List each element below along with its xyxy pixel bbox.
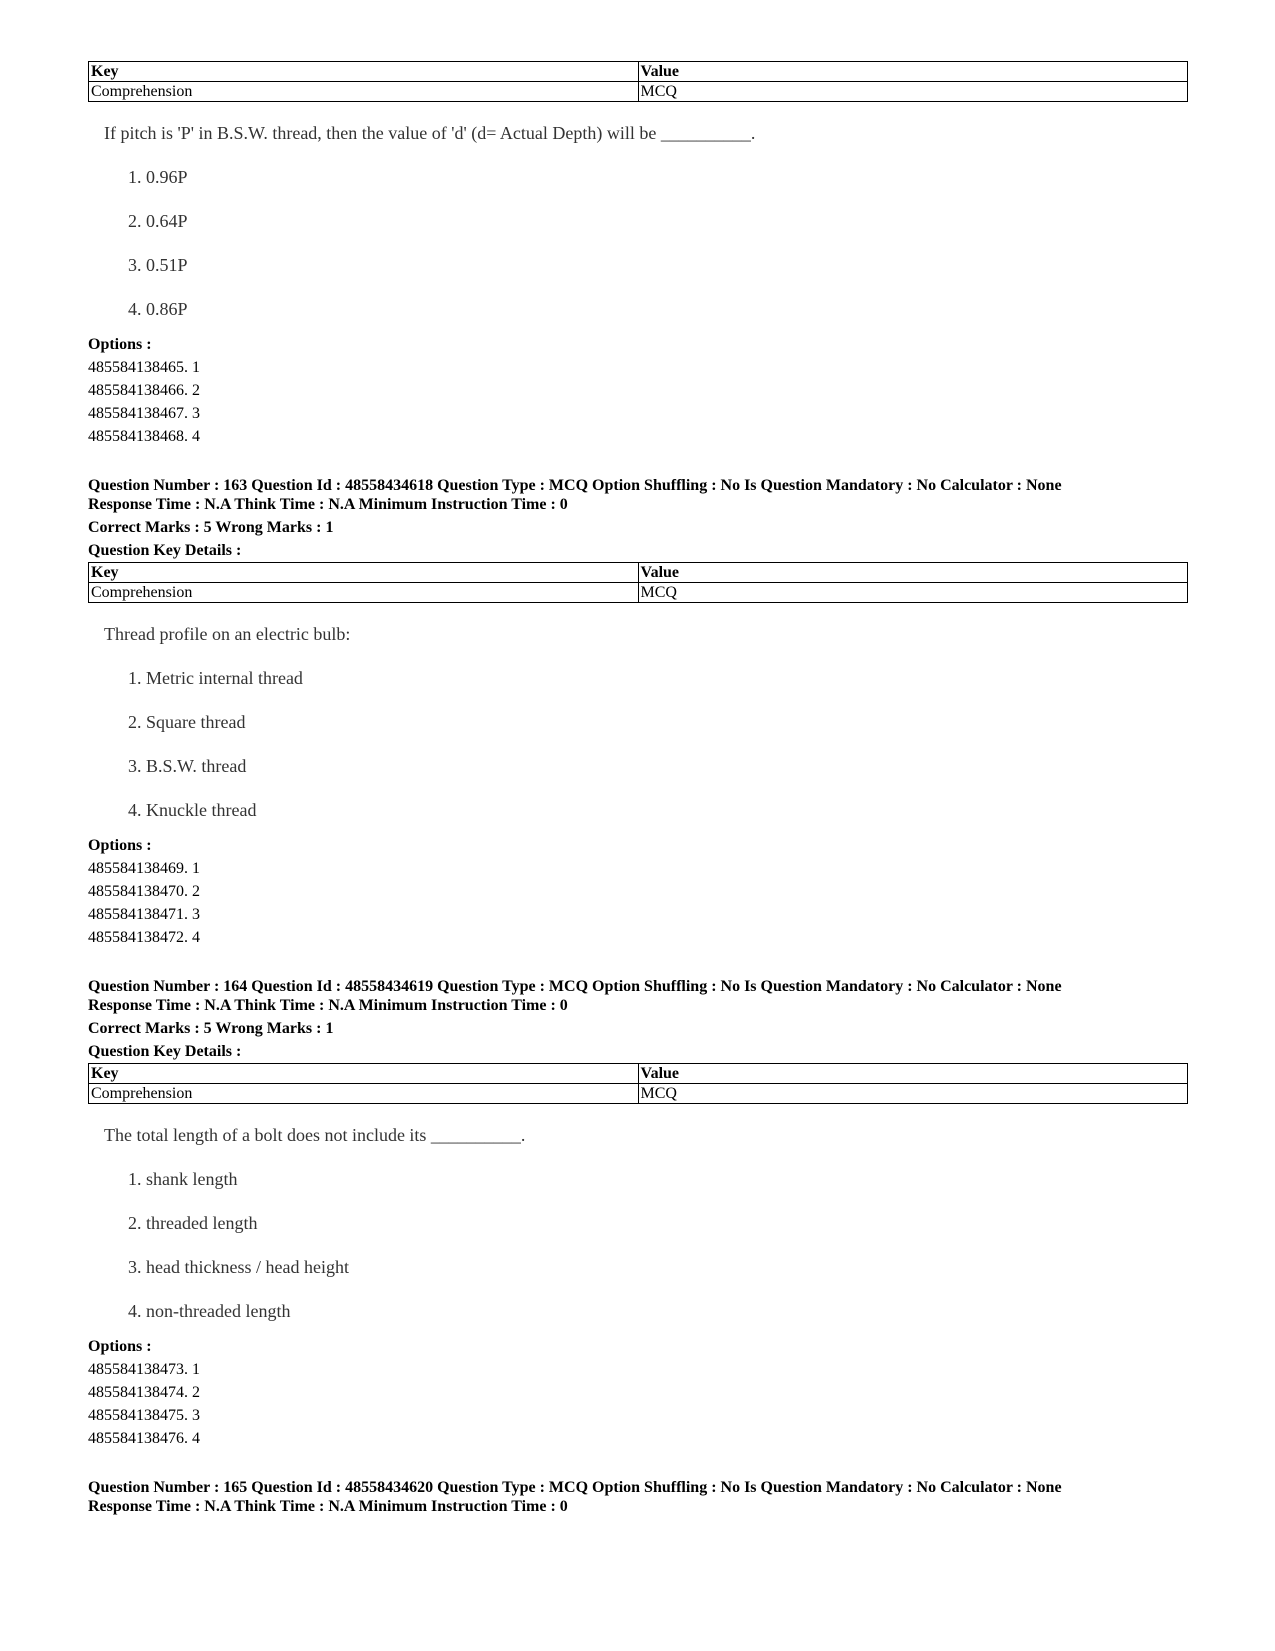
question-timing: Response Time : N.A Think Time : N.A Minimum Instruction Time : 0 bbox=[88, 496, 568, 513]
key-cell: Comprehension bbox=[89, 82, 639, 102]
options-label: Options : bbox=[88, 336, 152, 353]
option-id: 485584138468. 4 bbox=[88, 428, 200, 445]
key-details-label: Question Key Details : bbox=[88, 1043, 242, 1060]
question-meta: Question Number : 164 Question Id : 48558434619 Question Type : MCQ Option Shuffling : No Is Question Mandatory : No Calculator : None bbox=[88, 978, 1062, 995]
question-block-164 bbox=[88, 977, 1188, 1450]
key-header: Key bbox=[89, 1064, 639, 1084]
table-row bbox=[89, 1084, 1188, 1104]
answer-choices bbox=[88, 166, 1188, 320]
question-block-165 bbox=[88, 1478, 1188, 1516]
key-cell: Comprehension bbox=[89, 583, 639, 603]
value-header: Value bbox=[638, 1064, 1188, 1084]
table-header-row bbox=[89, 563, 1188, 583]
value-header: Value bbox=[638, 62, 1188, 82]
table-header-row bbox=[89, 62, 1188, 82]
question-meta: Question Number : 165 Question Id : 48558434620 Question Type : MCQ Option Shuffling : No Is Question Mandatory : No Calculator : None bbox=[88, 1479, 1062, 1496]
question-timing: Response Time : N.A Think Time : N.A Minimum Instruction Time : 0 bbox=[88, 997, 568, 1014]
key-details-label: Question Key Details : bbox=[88, 542, 242, 559]
answer-choices bbox=[88, 667, 1188, 821]
option-id: 485584138472. 4 bbox=[88, 929, 200, 946]
options-label: Options : bbox=[88, 1338, 152, 1355]
options-label: Options : bbox=[88, 837, 152, 854]
question-block-162 bbox=[88, 61, 1188, 448]
table-row bbox=[89, 583, 1188, 603]
answer-choice: 1. shank length bbox=[128, 1169, 238, 1189]
answer-choices bbox=[88, 1168, 1188, 1322]
question-key-table bbox=[88, 61, 1188, 102]
answer-choice: 4. 0.86P bbox=[128, 299, 188, 319]
answer-choice: 3. head thickness / head height bbox=[128, 1257, 349, 1277]
question-marks: Correct Marks : 5 Wrong Marks : 1 bbox=[88, 1020, 334, 1037]
value-cell: MCQ bbox=[638, 82, 1188, 102]
answer-choice: 2. Square thread bbox=[128, 712, 246, 732]
option-id: 485584138470. 2 bbox=[88, 883, 200, 900]
table-header-row bbox=[89, 1064, 1188, 1084]
question-text: Thread profile on an electric bulb: bbox=[104, 624, 351, 644]
answer-choice: 4. Knuckle thread bbox=[128, 800, 257, 820]
key-header: Key bbox=[89, 62, 639, 82]
option-id: 485584138474. 2 bbox=[88, 1384, 200, 1401]
answer-choice: 2. threaded length bbox=[128, 1213, 258, 1233]
answer-choice: 1. 0.96P bbox=[128, 167, 188, 187]
answer-choice: 4. non-threaded length bbox=[128, 1301, 291, 1321]
answer-choice: 2. 0.64P bbox=[128, 211, 188, 231]
key-cell: Comprehension bbox=[89, 1084, 639, 1104]
option-id: 485584138476. 4 bbox=[88, 1430, 200, 1447]
option-id: 485584138469. 1 bbox=[88, 860, 200, 877]
value-cell: MCQ bbox=[638, 583, 1188, 603]
table-row bbox=[89, 82, 1188, 102]
document-page bbox=[88, 61, 1188, 1516]
answer-choice: 1. Metric internal thread bbox=[128, 668, 303, 688]
option-id: 485584138467. 3 bbox=[88, 405, 200, 422]
question-text: The total length of a bolt does not include its __________. bbox=[104, 1125, 526, 1145]
option-id: 485584138471. 3 bbox=[88, 906, 200, 923]
option-id: 485584138473. 1 bbox=[88, 1361, 200, 1378]
option-id: 485584138466. 2 bbox=[88, 382, 200, 399]
value-cell: MCQ bbox=[638, 1084, 1188, 1104]
question-timing: Response Time : N.A Think Time : N.A Minimum Instruction Time : 0 bbox=[88, 1498, 568, 1515]
question-marks: Correct Marks : 5 Wrong Marks : 1 bbox=[88, 519, 334, 536]
option-id: 485584138465. 1 bbox=[88, 359, 200, 376]
value-header: Value bbox=[638, 563, 1188, 583]
key-header: Key bbox=[89, 563, 639, 583]
question-block-163 bbox=[88, 476, 1188, 949]
answer-choice: 3. 0.51P bbox=[128, 255, 188, 275]
question-key-table bbox=[88, 562, 1188, 603]
question-text: If pitch is 'P' in B.S.W. thread, then the value of 'd' (d= Actual Depth) will be __________. bbox=[104, 123, 756, 143]
question-meta: Question Number : 163 Question Id : 48558434618 Question Type : MCQ Option Shuffling : No Is Question Mandatory : No Calculator : None bbox=[88, 477, 1062, 494]
option-id: 485584138475. 3 bbox=[88, 1407, 200, 1424]
question-key-table bbox=[88, 1063, 1188, 1104]
answer-choice: 3. B.S.W. thread bbox=[128, 756, 247, 776]
